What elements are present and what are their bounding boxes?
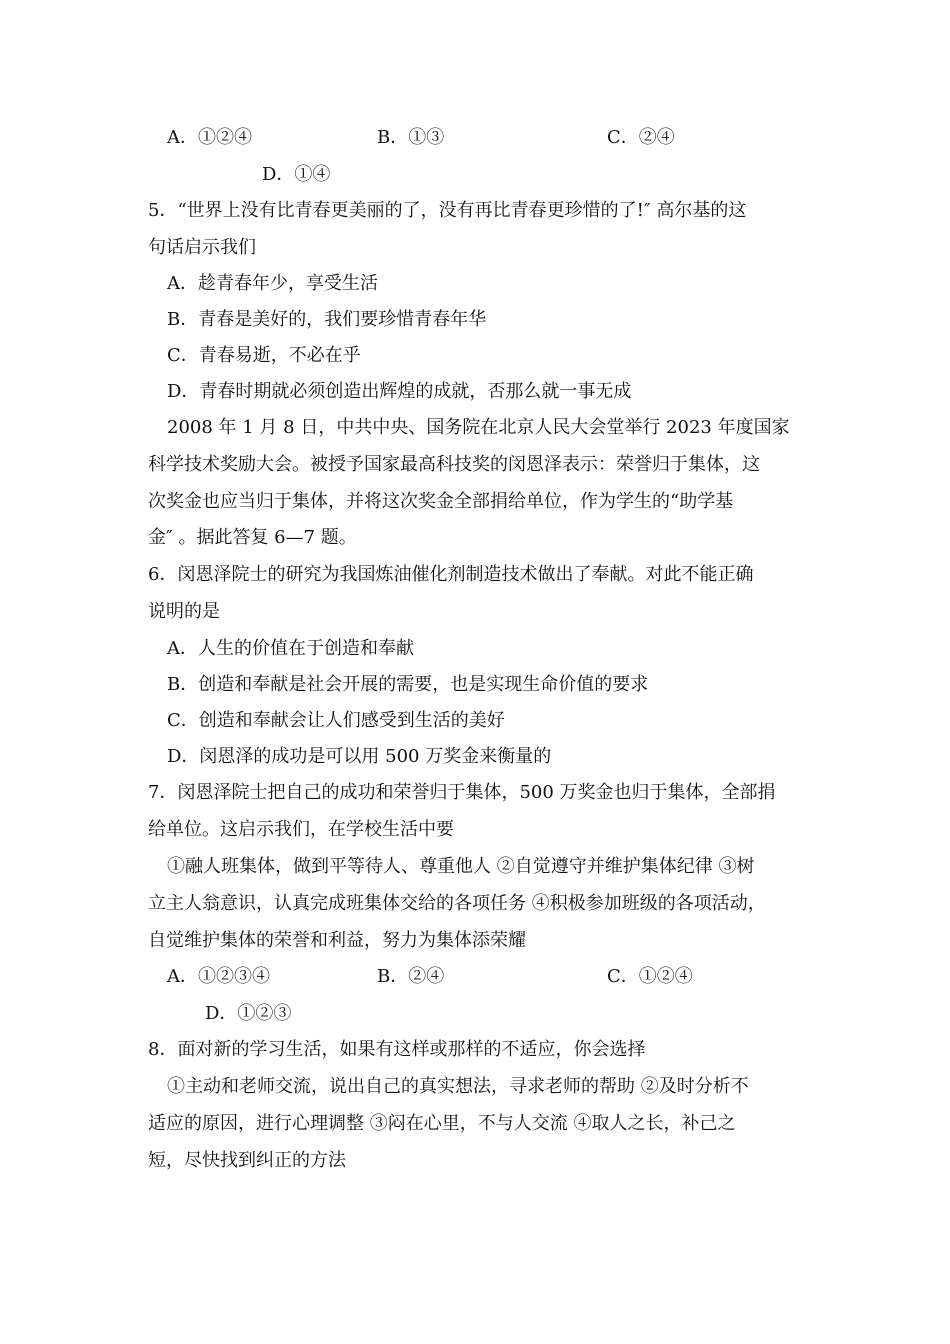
q5-option-c: C．青春易逝，不必在乎 bbox=[167, 345, 361, 366]
q6-option-b: B．创造和奉献是社会开展的需要，也是实现生命价值的要求 bbox=[167, 674, 649, 695]
q6-stem-line2: 说明的是 bbox=[148, 601, 220, 622]
q5-option-d: D．青春时期就必须创造出辉煌的成就，否那么就一事无成 bbox=[167, 381, 632, 402]
q7-items-line2: 立主人翁意识，认真完成班集体交给的各项任务 ④积极参加班级的各项活动， bbox=[148, 893, 766, 914]
q7-option-b: B．②④ bbox=[377, 966, 445, 987]
passage-line1: 2008 年 1 月 8 日，中共中央、国务院在北京人民大会堂举行 2023 年度国家 bbox=[167, 417, 790, 438]
q4-option-d: D．①④ bbox=[262, 164, 331, 185]
passage-line4: 金″ 。据此答复 6—7 题。 bbox=[148, 527, 357, 548]
q6-option-a: A．人生的价值在于创造和奉献 bbox=[167, 638, 414, 659]
q7-option-c: C．①②④ bbox=[607, 966, 693, 987]
q8-stem-line1: 8．面对新的学习生活，如果有这样或那样的不适应，你会选择 bbox=[148, 1039, 646, 1060]
q7-stem-line1: 7．闵恩泽院士把自己的成功和荣誉归于集体，500 万奖金也归于集体，全部捐 bbox=[148, 782, 776, 803]
q6-option-d: D．闵恩泽的成功是可以用 500 万奖金来衡量的 bbox=[167, 746, 552, 767]
q4-option-b: B．①③ bbox=[377, 127, 445, 148]
q6-option-c: C．创造和奉献会让人们感受到生活的美好 bbox=[167, 710, 505, 731]
passage-line3: 次奖金也应当归于集体，并将这次奖金全部捐给单位，作为学生的“助学基 bbox=[148, 491, 734, 512]
q8-items-line3: 短，尽快找到纠正的方法 bbox=[148, 1150, 346, 1171]
q4-option-c: C．②④ bbox=[607, 127, 675, 148]
q7-items-line1: ①融人班集体，做到平等待人、尊重他人 ②自觉遵守并维护集体纪律 ③树 bbox=[167, 856, 755, 877]
q4-option-a: A．①②④ bbox=[167, 127, 252, 148]
q8-items-line1: ①主动和老师交流，说出自己的真实想法，寻求老师的帮助 ②及时分析不 bbox=[167, 1076, 749, 1097]
q7-option-d: D．①②③ bbox=[205, 1003, 292, 1024]
q5-option-b: B．青春是美好的，我们要珍惜青春年华 bbox=[167, 309, 487, 330]
passage-line2: 科学技术奖励大会。被授予国家最高科技奖的闵恩泽表示：荣誉归于集体，这 bbox=[148, 454, 760, 475]
q7-option-a: A．①②③④ bbox=[167, 966, 270, 987]
q7-stem-line2: 给单位。这启示我们，在学校生活中要 bbox=[148, 819, 454, 840]
q5-stem-line1: 5．“世界上没有比青春更美丽的了，没有再比青春更珍惜的了!″ 高尔基的这 bbox=[148, 200, 747, 221]
q6-stem-line1: 6．闵恩泽院士的研究为我国炼油催化剂制造技术做出了奉献。对此不能正确 bbox=[148, 564, 754, 585]
q8-items-line2: 适应的原因，进行心理调整 ③闷在心里，不与人交流 ④取人之长，补己之 bbox=[148, 1113, 736, 1134]
q5-option-a: A．趁青春年少，享受生活 bbox=[167, 273, 378, 294]
q5-stem-line2: 句话启示我们 bbox=[148, 237, 256, 258]
q7-items-line3: 自觉维护集体的荣誉和利益，努力为集体添荣耀 bbox=[148, 930, 526, 951]
